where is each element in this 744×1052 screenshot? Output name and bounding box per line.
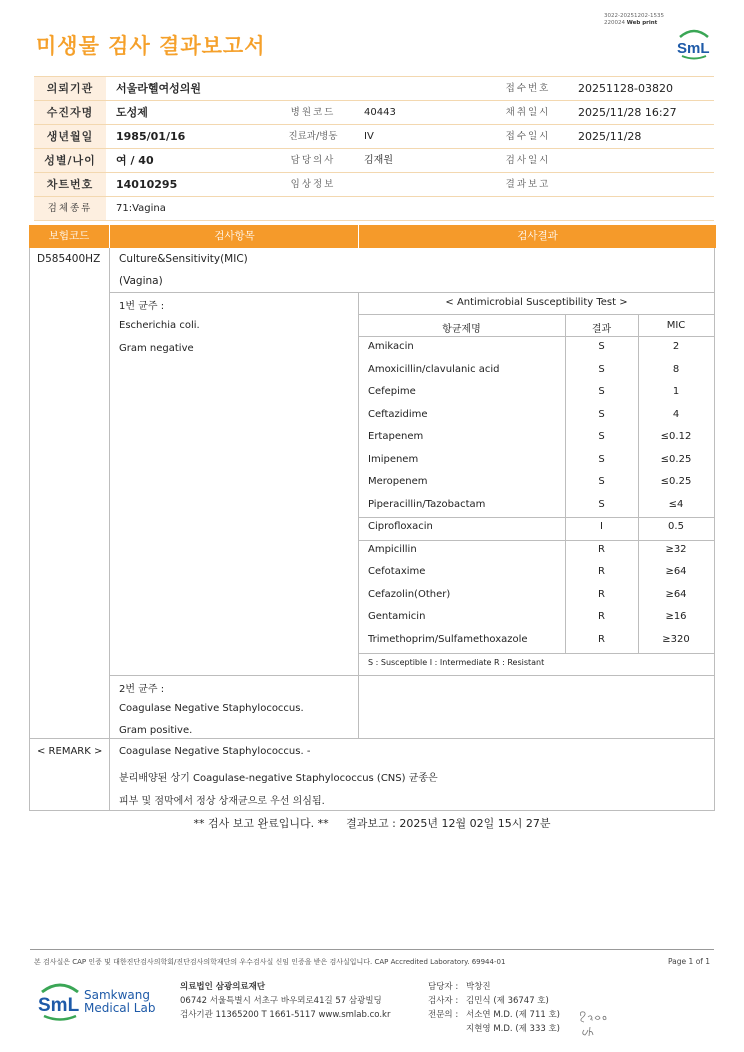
label-test-date: 검사일시 [505, 155, 551, 166]
completion-note: ** 검사 보고 완료입니다. ** 결과보고 : 2025년 12월 02일 15시 27분 [193, 817, 551, 830]
company-name [84, 989, 155, 1015]
test-item: Culture&Sensitivity(MIC) [119, 253, 248, 265]
staff-row [428, 1022, 560, 1036]
ast-header-result: 결과 [591, 324, 612, 335]
label-collect-date: 채취일시 [505, 107, 551, 118]
label-specimen: 검체종류 [34, 197, 106, 220]
ast-result: S [598, 453, 605, 465]
test-item-sub: (Vagina) [119, 275, 163, 287]
value-chart-no: 14010295 [116, 178, 178, 191]
ast-drug: Amoxicillin/clavulanic acid [368, 363, 500, 375]
label-clinical-info: 임상정보 [290, 179, 336, 190]
label-birth: 생년월일 [34, 125, 106, 148]
isolate2-gram: Gram positive. [119, 725, 193, 736]
label-report: 결과보고 [505, 179, 551, 190]
ast-header-mic: MIC [666, 320, 686, 331]
staff-name: 지현영 M.D. (제 333 호) [466, 1024, 561, 1034]
print-id: 3022-20251202-1535 [604, 13, 664, 19]
value-receipt-no: 20251128-03820 [578, 82, 673, 95]
company-line1: Samkwang [84, 988, 150, 1002]
ast-result: S [598, 431, 605, 442]
ast-mic: ≤0.25 [660, 476, 692, 487]
ast-drug: Cefazolin(Other) [368, 588, 451, 600]
value-specimen: 71:Vagina [116, 203, 166, 214]
staff-role: 검사자 : [428, 996, 459, 1006]
sml-footer-logo [36, 980, 84, 1024]
info-row [34, 101, 714, 125]
ast-legend: S : Susceptible I : Intermediate R : Resistant [368, 658, 545, 667]
ast-result: S [598, 363, 605, 375]
ast-result: S [598, 408, 605, 420]
page-number: Page 1 of 1 [668, 957, 711, 966]
value-test-date [564, 149, 714, 172]
ast-drug: Amikacin [368, 341, 414, 352]
ast-mic: 4 [672, 408, 680, 420]
ast-mic: 8 [672, 363, 680, 375]
ast-result: R [598, 543, 605, 555]
info-row [34, 197, 714, 221]
label-department: 진료과/병동 [288, 131, 338, 142]
company-info [180, 980, 390, 1022]
signature-image [578, 1008, 610, 1038]
staff-role: 전문의 : [428, 1010, 459, 1020]
ast-result: R [598, 611, 605, 622]
info-row [34, 76, 714, 101]
ast-mic: 0.5 [668, 521, 684, 532]
label-client: 의뢰기관 [34, 77, 106, 100]
value-sex-age: 여 / 40 [116, 154, 154, 167]
ast-result: I [600, 521, 603, 532]
ast-result: R [598, 588, 605, 600]
ast-mic: ≥32 [665, 543, 687, 555]
ast-mic: ≥64 [665, 566, 687, 577]
ast-mic: ≥16 [665, 611, 687, 622]
header-test-item: 검사항목 [109, 225, 359, 248]
ast-drug: Gentamicin [368, 611, 426, 622]
label-receipt-no: 접수번호 [505, 83, 551, 94]
info-row [34, 149, 714, 173]
value-department: IV [364, 131, 374, 142]
info-row [34, 173, 714, 197]
ast-drug: Meropenem [368, 476, 428, 487]
ast-header-drug: 항균제명 [442, 324, 481, 335]
isolate2-label: 2번 균주 : [119, 684, 165, 695]
cap-note: 본 검사실은 CAP 인증 및 대한진단검사의학회/진단검사의학재단의 우수검사실 신임 인증을 받은 검사실입니다. CAP Accredited Laboratory. 69944-01 [34, 958, 506, 966]
label-sex-age: 성별/나이 [34, 149, 106, 172]
ast-result: S [598, 341, 605, 352]
logo-text: SmL [677, 40, 710, 57]
patient-info-table [34, 76, 714, 221]
ast-drug: Ampicillin [368, 543, 417, 555]
ast-drug: Cefepime [368, 386, 416, 397]
info-row [34, 125, 714, 149]
staff-row [428, 980, 560, 994]
staff-role: 담당자 : [428, 982, 459, 992]
ast-result: R [598, 633, 605, 645]
label-doctor: 담당의사 [290, 155, 336, 166]
header-test-result: 검사결과 [358, 225, 716, 248]
ast-result: S [598, 476, 605, 487]
print-info [604, 13, 664, 27]
ast-mic: ≥320 [662, 633, 690, 645]
print-label: Web print [626, 20, 658, 26]
value-clinical-info [352, 173, 492, 196]
label-chart-no: 차트번호 [34, 173, 106, 196]
staff-list [428, 980, 560, 1036]
value-patient-name: 도성제 [116, 106, 148, 119]
staff-name: 박창진 [466, 982, 491, 992]
footer-logo-text: SmL [38, 995, 80, 1016]
ast-drug: Piperacillin/Tazobactam [368, 498, 486, 510]
ast-result: S [598, 386, 605, 397]
value-client: 서울라헬여성의원 [116, 82, 202, 95]
remark-line: 분리배양된 상기 Coagulase-negative Staphylococcus (CNS) 균종은 [119, 773, 438, 784]
value-collect-date: 2025/11/28 16:27 [578, 106, 677, 119]
ast-title: < Antimicrobial Susceptibility Test > [445, 297, 628, 308]
staff-name: 김민식 (제 36747 호) [466, 996, 549, 1006]
value-report [564, 173, 714, 196]
ast-mic: 2 [672, 341, 680, 352]
ast-drug: Ciprofloxacin [368, 521, 433, 532]
remark-line: Coagulase Negative Staphylococcus. - [119, 746, 311, 757]
staff-name: 서소연 M.D. (제 711 호) [466, 1010, 561, 1020]
ast-drug: Imipenem [368, 453, 419, 465]
ast-drug: Ceftazidime [368, 408, 428, 420]
ast-mic: ≤0.25 [660, 453, 692, 465]
label-hospital-code: 병원코드 [290, 107, 336, 118]
isolate1-organism: Escherichia coli. [119, 320, 200, 331]
ast-mic: ≥64 [665, 588, 687, 600]
page-title: 미생물 검사 결과보고서 [36, 34, 266, 58]
ast-mic: ≤4 [668, 498, 684, 510]
value-birth: 1985/01/16 [116, 130, 186, 143]
company-line2: Medical Lab [84, 1001, 156, 1015]
header-insurance-code: 보험코드 [29, 225, 109, 248]
label-patient-name: 수진자명 [34, 101, 106, 124]
ast-result: R [598, 566, 605, 577]
ast-drug: Trimethoprim/Sulfamethoxazole [368, 633, 528, 645]
insurance-code: D585400HZ [37, 253, 101, 265]
ast-mic: ≤0.12 [660, 431, 692, 442]
isolate1-gram: Gram negative [119, 343, 194, 354]
remark-line: 피부 및 점막에서 정상 상재균으로 우선 의심됨. [119, 796, 325, 807]
isolate1-label: 1번 균주 : [119, 301, 165, 312]
org-name: 의료법인 삼광의료재단 [180, 982, 266, 992]
isolate2-organism: Coagulase Negative Staphylococcus. [119, 703, 304, 714]
staff-row [428, 1008, 560, 1022]
address: 06742 서울특별시 서초구 바우뫼로41길 57 삼광빌딩 [180, 996, 382, 1006]
staff-row [428, 994, 560, 1008]
print-code: 220024 [604, 20, 625, 26]
remark-label: < REMARK > [37, 746, 103, 757]
sml-logo [676, 27, 712, 61]
ast-result: S [598, 498, 605, 510]
value-hospital-code: 40443 [364, 107, 396, 118]
ast-drug: Ertapenem [368, 431, 424, 442]
value-receipt-date: 2025/11/28 [578, 130, 642, 143]
contact: 검사기관 11365200 T 1661-5117 www.smlab.co.kr [180, 1010, 391, 1020]
ast-drug: Cefotaxime [368, 566, 426, 577]
value-doctor: 김재원 [364, 155, 393, 166]
label-receipt-date: 접수일시 [505, 131, 551, 142]
ast-mic: 1 [672, 386, 680, 397]
